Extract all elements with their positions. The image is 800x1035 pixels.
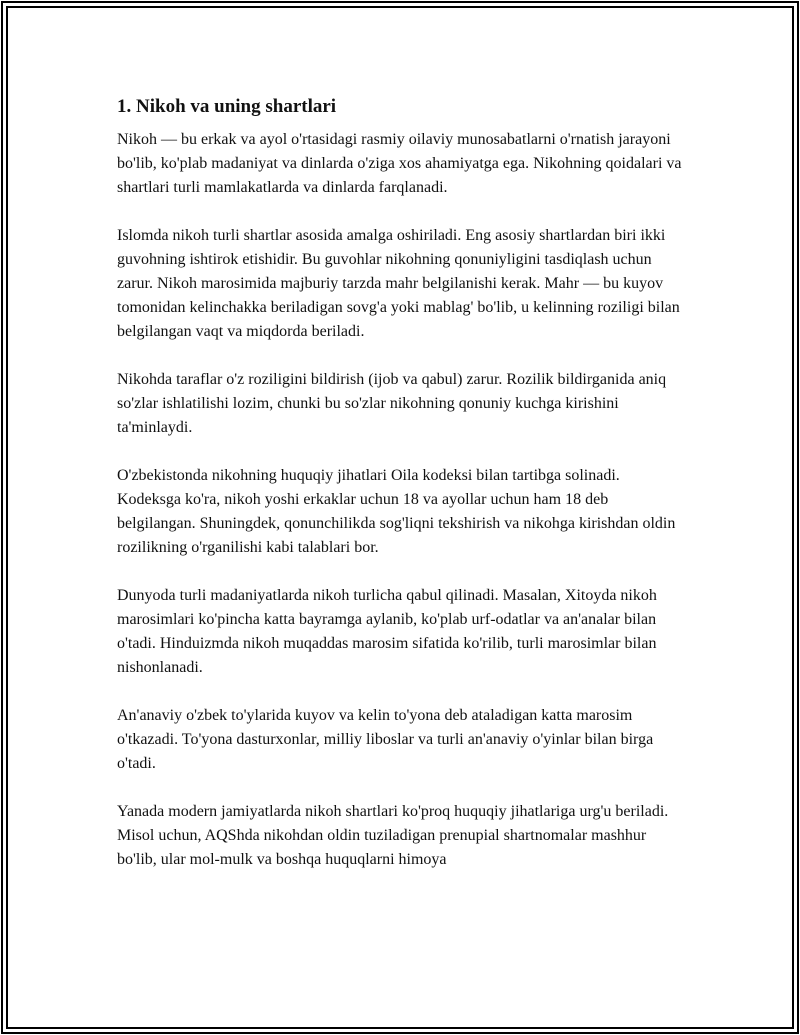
paragraph-5: Dunyoda turli madaniyatlarda nikoh turlicha qabul qilinadi. Masalan, Xitoyda nikoh marosimlari ko'pincha katta bayramga aylanib, ko'plab urf-odatlar va an'analar bilan o'tadi. Hinduizmda nikoh muqaddas marosim sifatida ko'rilib, turli marosimlar bilan nishonlanadi. (117, 587, 657, 676)
section-heading: 1. Nikoh va uning shartlari (117, 96, 337, 117)
paragraph-3: Nikohda taraflar o'z roziligini bildirish (ijob va qabul) zarur. Rozilik bildirganida aniq so'zlar ishlatilishi lozim, chunki bu so'zlar nikohning qonuniy kuchga kirishini ta'minlaydi. (117, 371, 667, 436)
paragraph-6: An'anaviy o'zbek to'ylarida kuyov va kelin to'yona deb ataladigan katta marosim o'tkazadi. To'yona dasturxonlar, milliy liboslar va turli an'anaviy o'yinlar bilan birga o'tadi. (117, 707, 654, 772)
paragraph-1: Nikoh — bu erkak va ayol o'rtasidagi rasmiy oilaviy munosabatlarni o'rnatish jarayoni bo'lib, ko'plab madaniyat va dinlarda o'ziga xos ahamiyatga ega. Nikohning qoidalari va shartlari turli mamlakatlarda va dinlarda farqlanadi. (117, 131, 682, 196)
document-body (117, 94, 687, 896)
paragraph-2: Islomda nikoh turli shartlar asosida amalga oshiriladi. Eng asosiy shartlardan biri ikki guvohning ishtirok etishidir. Bu guvohlar nikohning qonuniyligini tasdiqlash uchun zarur. Nikoh marosimida majburiy tarzda mahr belgilanishi kerak. Mahr — bu kuyov tomonidan kelinchakka beriladigan sovg'a yoki mablag' bo'lib, u kelinning roziligi bilan belgilangan vaqt va miqdorda beriladi. (117, 227, 680, 340)
paragraph-4: O'zbekistonda nikohning huquqiy jihatlari Oila kodeksi bilan tartibga solinadi. Kodeksga ko'ra, nikoh yoshi erkaklar uchun 18 va ayollar uchun ham 18 deb belgilangan. Shuningdek, qonunchilikda sog'liqni tekshirish va nikohga kirishdan oldin rozilikning o'rganilishi kabi talablari bor. (117, 467, 676, 556)
paragraph-7: Yanada modern jamiyatlarda nikoh shartlari ko'proq huquqiy jihatlariga urg'u beriladi. Misol uchun, AQShda nikohdan oldin tuziladigan prenupial shartnomalar mashhur bo'lib, ular mol-mulk va boshqa huquqlarni himoya (117, 803, 669, 868)
